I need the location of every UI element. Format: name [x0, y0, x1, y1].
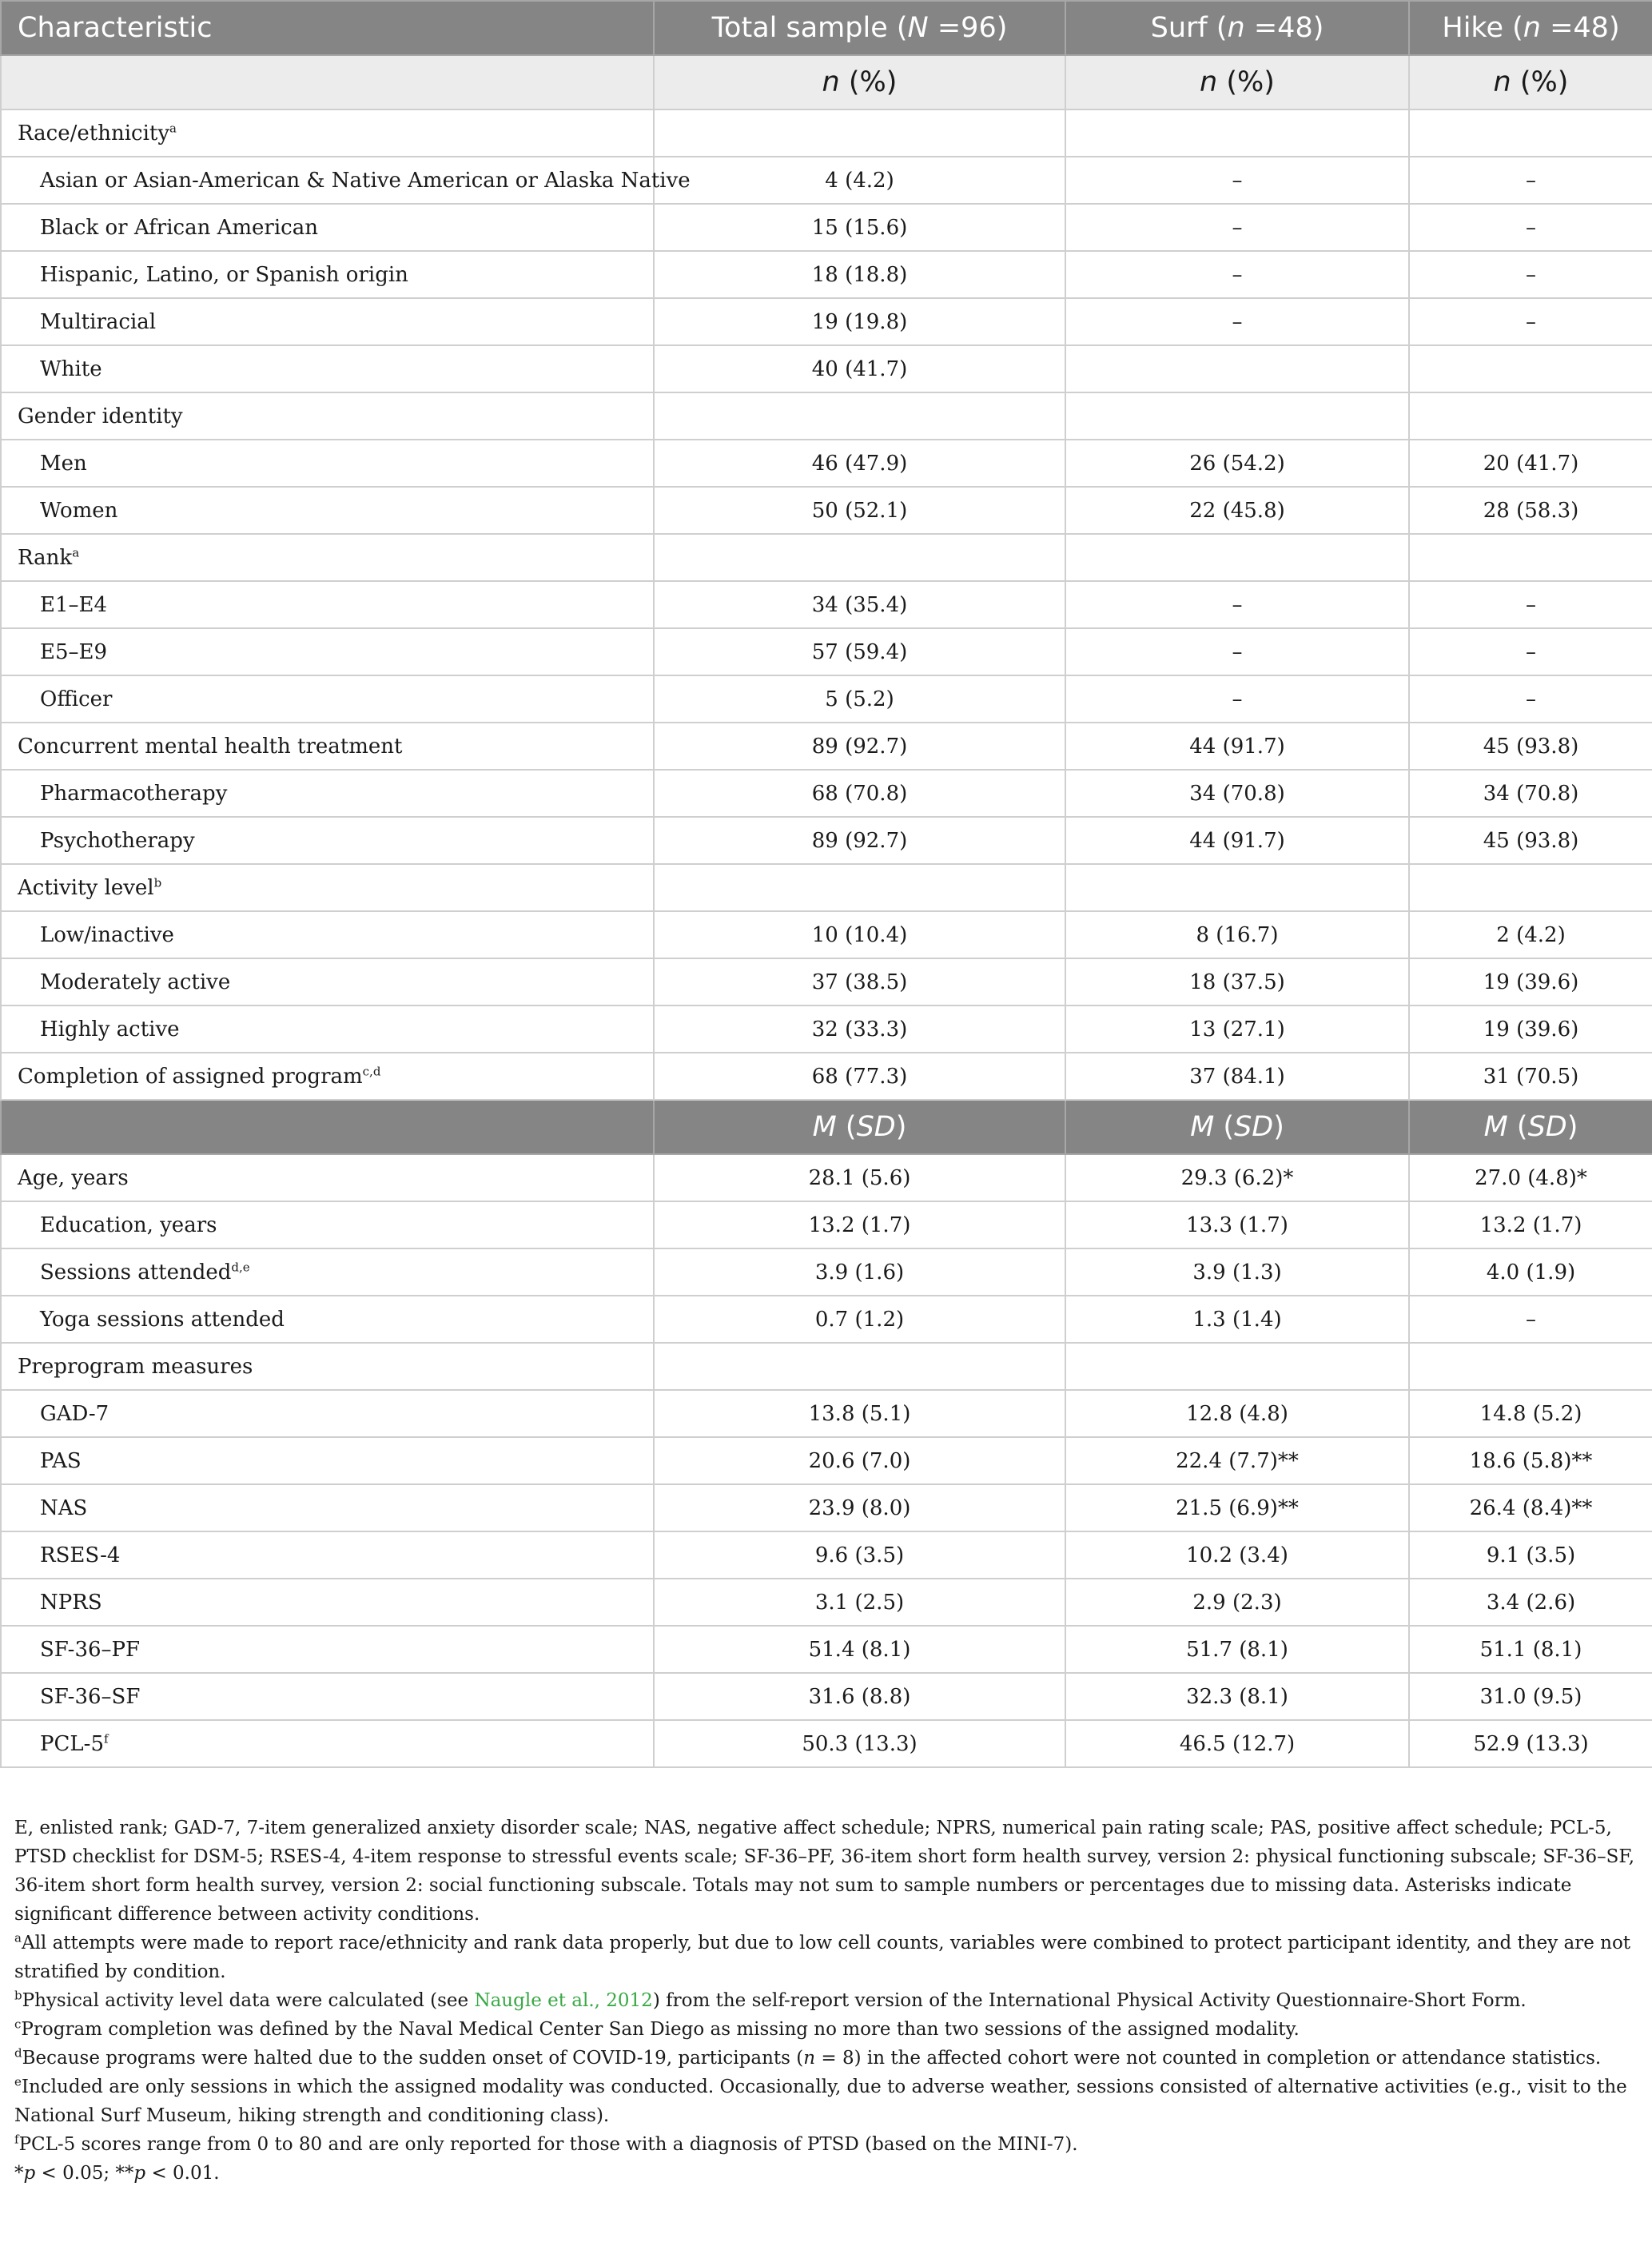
- cell-surf: –: [1065, 675, 1409, 723]
- header-characteristic: Characteristic: [1, 1, 654, 55]
- table-row: [1, 581, 1652, 628]
- subheader-total-n-percent: n (%): [654, 55, 1065, 110]
- cell-total: 28.1 (5.6): [654, 1154, 1065, 1201]
- cell-hike: 9.1 (3.5): [1409, 1531, 1652, 1579]
- row-label: E1–E4: [1, 581, 654, 628]
- cell-total: 31.6 (8.8): [654, 1673, 1065, 1720]
- cell-surf: 26 (54.2): [1065, 440, 1409, 487]
- cell-total: 13.8 (5.1): [654, 1390, 1065, 1437]
- row-label: Highly active: [1, 1006, 654, 1053]
- table-row: [1, 1006, 1652, 1053]
- row-label: Concurrent mental health treatment: [1, 723, 654, 770]
- cell-hike: 28 (58.3): [1409, 487, 1652, 534]
- cell-hike: 27.0 (4.8)*: [1409, 1154, 1652, 1201]
- table-header-row: [1, 1, 1652, 55]
- cell-hike: 19 (39.6): [1409, 1006, 1652, 1053]
- header-surf: Surf (n =48): [1065, 1, 1409, 55]
- cell-total: 51.4 (8.1): [654, 1626, 1065, 1673]
- table-row: [1, 204, 1652, 251]
- cell-total: 3.9 (1.6): [654, 1248, 1065, 1296]
- row-label: GAD-7: [1, 1390, 654, 1437]
- cell-total: 0.7 (1.2): [654, 1296, 1065, 1343]
- cell-hike: 31 (70.5): [1409, 1053, 1652, 1100]
- row-label: PAS: [1, 1437, 654, 1484]
- table-row: [1, 1296, 1652, 1343]
- cell-surf: 29.3 (6.2)*: [1065, 1154, 1409, 1201]
- table-row: [1, 628, 1652, 675]
- cell-total: 46 (47.9): [654, 440, 1065, 487]
- subheader-hike-mean-sd: M (SD): [1409, 1100, 1652, 1154]
- footnote-c: $^c$Program completion was defined by the Naval Medical Center San Diego as missing no more than two sessions of the assigned modality.: [14, 2017, 1300, 2040]
- cell-surf: 46.5 (12.7): [1065, 1720, 1409, 1767]
- row-label: NPRS: [1, 1579, 654, 1626]
- cell-hike: [1409, 110, 1652, 157]
- cell-hike: [1409, 864, 1652, 911]
- cell-total: 50.3 (13.3): [654, 1720, 1065, 1767]
- cell-hike: [1409, 392, 1652, 440]
- footnote-significance: *p < 0.05; **p < 0.01.: [14, 2163, 220, 2184]
- cell-total: 32 (33.3): [654, 1006, 1065, 1053]
- cell-hike: [1409, 1343, 1652, 1390]
- cell-surf: 44 (91.7): [1065, 817, 1409, 864]
- footnote-f: $^f$PCL-5 scores range from 0 to 80 and are only reported for those with a diagnosis of PTSD (based on the MINI-7).: [14, 2132, 1078, 2155]
- subheader-empty-cell: [1, 1100, 654, 1154]
- row-label: Race/ethnicity$^a$: [1, 110, 654, 157]
- cell-hike: 52.9 (13.3): [1409, 1720, 1652, 1767]
- header-total-sample: Total sample (N =96): [654, 1, 1065, 55]
- row-label: Preprogram measures: [1, 1343, 654, 1390]
- cell-total: 5 (5.2): [654, 675, 1065, 723]
- row-label: Hispanic, Latino, or Spanish origin: [1, 251, 654, 298]
- row-label: Rank$^a$: [1, 534, 654, 581]
- table-row: [1, 157, 1652, 204]
- cell-hike: 20 (41.7): [1409, 440, 1652, 487]
- cell-total: 20.6 (7.0): [654, 1437, 1065, 1484]
- row-label: NAS: [1, 1484, 654, 1531]
- cell-hike: 45 (93.8): [1409, 723, 1652, 770]
- row-label: RSES-4: [1, 1531, 654, 1579]
- cell-surf: [1065, 110, 1409, 157]
- header-hike: Hike (n =48): [1409, 1, 1652, 55]
- row-label: Officer: [1, 675, 654, 723]
- cell-surf: –: [1065, 204, 1409, 251]
- table-row: [1, 1484, 1652, 1531]
- cell-total: [654, 1343, 1065, 1390]
- table-row: [1, 911, 1652, 958]
- row-label: Psychotherapy: [1, 817, 654, 864]
- table-row: [1, 1053, 1652, 1100]
- row-label: Men: [1, 440, 654, 487]
- row-label: Activity level$^b$: [1, 864, 654, 911]
- table-row: [1, 298, 1652, 345]
- table-row: [1, 110, 1652, 157]
- cell-total: [654, 392, 1065, 440]
- cell-hike: 51.1 (8.1): [1409, 1626, 1652, 1673]
- footnote-a: $^a$All attempts were made to report race/ethnicity and rank data properly, but due to low cell counts, variables were combined to protect participant identity, and they are not stratified by condition.: [14, 1930, 1631, 1982]
- cell-total: 68 (77.3): [654, 1053, 1065, 1100]
- cell-surf: [1065, 534, 1409, 581]
- cell-surf: 22.4 (7.7)**: [1065, 1437, 1409, 1484]
- cell-hike: –: [1409, 157, 1652, 204]
- cell-surf: 32.3 (8.1): [1065, 1673, 1409, 1720]
- cell-total: 34 (35.4): [654, 581, 1065, 628]
- table-row: [1, 817, 1652, 864]
- subheader-total-mean-sd: M (SD): [654, 1100, 1065, 1154]
- cell-hike: 19 (39.6): [1409, 958, 1652, 1006]
- cell-total: 89 (92.7): [654, 723, 1065, 770]
- row-label: E5–E9: [1, 628, 654, 675]
- footnote-d: $^d$Because programs were halted due to the sudden onset of COVID-19, participants (n = 8) in the affected cohort were not counted in completion or attendance statistics.: [14, 2045, 1602, 2069]
- cell-hike: –: [1409, 204, 1652, 251]
- table-row: [1, 1248, 1652, 1296]
- cell-hike: 26.4 (8.4)**: [1409, 1484, 1652, 1531]
- cell-surf: 10.2 (3.4): [1065, 1531, 1409, 1579]
- cell-total: 19 (19.8): [654, 298, 1065, 345]
- subheader-hike-n-percent: n (%): [1409, 55, 1652, 110]
- cell-surf: 2.9 (2.3): [1065, 1579, 1409, 1626]
- cell-total: 57 (59.4): [654, 628, 1065, 675]
- cell-total: 4 (4.2): [654, 157, 1065, 204]
- cell-total: 10 (10.4): [654, 911, 1065, 958]
- cell-surf: [1065, 392, 1409, 440]
- cell-hike: 31.0 (9.5): [1409, 1673, 1652, 1720]
- table-row: [1, 345, 1652, 392]
- cell-hike: 34 (70.8): [1409, 770, 1652, 817]
- table-row: [1, 487, 1652, 534]
- cell-total: [654, 110, 1065, 157]
- cell-surf: 3.9 (1.3): [1065, 1248, 1409, 1296]
- table-footnotes: [0, 1814, 1652, 2188]
- cell-hike: 13.2 (1.7): [1409, 1201, 1652, 1248]
- cell-hike: 14.8 (5.2): [1409, 1390, 1652, 1437]
- row-label: Multiracial: [1, 298, 654, 345]
- table-row: [1, 1201, 1652, 1248]
- subheader-empty-cell: [1, 55, 654, 110]
- table-row: [1, 1626, 1652, 1673]
- citation-link[interactable]: Naugle et al., 2012: [474, 1990, 653, 2011]
- cell-surf: 8 (16.7): [1065, 911, 1409, 958]
- row-label: PCL-5$^f$: [1, 1720, 654, 1767]
- subheader-surf-mean-sd: M (SD): [1065, 1100, 1409, 1154]
- cell-hike: –: [1409, 675, 1652, 723]
- row-label: Yoga sessions attended: [1, 1296, 654, 1343]
- table-row: [1, 251, 1652, 298]
- table-row: [1, 1673, 1652, 1720]
- cell-surf: 13.3 (1.7): [1065, 1201, 1409, 1248]
- cell-total: [654, 864, 1065, 911]
- cell-surf: [1065, 345, 1409, 392]
- cell-surf: –: [1065, 251, 1409, 298]
- cell-total: 3.1 (2.5): [654, 1579, 1065, 1626]
- cell-total: 40 (41.7): [654, 345, 1065, 392]
- row-label: Moderately active: [1, 958, 654, 1006]
- row-label: White: [1, 345, 654, 392]
- cell-surf: 37 (84.1): [1065, 1053, 1409, 1100]
- cell-hike: 18.6 (5.8)**: [1409, 1437, 1652, 1484]
- table-row: [1, 864, 1652, 911]
- table-row: [1, 723, 1652, 770]
- row-label: Age, years: [1, 1154, 654, 1201]
- table-row: [1, 392, 1652, 440]
- table-row: [1, 1720, 1652, 1767]
- cell-hike: –: [1409, 581, 1652, 628]
- footnote-b: $^b$Physical activity level data were calculated (see Naugle et al., 2012) from the self-report version of the International Physical Activity Questionnaire-Short Form.: [14, 1988, 1527, 2011]
- cell-total: 23.9 (8.0): [654, 1484, 1065, 1531]
- cell-total: 9.6 (3.5): [654, 1531, 1065, 1579]
- row-label: Completion of assigned program$^{c,d}$: [1, 1053, 654, 1100]
- subheader-mean-sd-row: [1, 1100, 1652, 1154]
- row-label: Asian or Asian-American & Native American or Alaska Native: [1, 157, 654, 204]
- cell-surf: [1065, 864, 1409, 911]
- cell-total: 15 (15.6): [654, 204, 1065, 251]
- row-label: SF-36–SF: [1, 1673, 654, 1720]
- table-row: [1, 675, 1652, 723]
- row-label: Women: [1, 487, 654, 534]
- cell-surf: 34 (70.8): [1065, 770, 1409, 817]
- subheader-surf-n-percent: n (%): [1065, 55, 1409, 110]
- cell-total: 18 (18.8): [654, 251, 1065, 298]
- cell-hike: 4.0 (1.9): [1409, 1248, 1652, 1296]
- cell-hike: –: [1409, 628, 1652, 675]
- cell-hike: –: [1409, 1296, 1652, 1343]
- table-row: [1, 958, 1652, 1006]
- row-label: Sessions attended$^{d,e}$: [1, 1248, 654, 1296]
- footnote-e: $^e$Included are only sessions in which the assigned modality was conducted. Occasionally, due to adverse weather, sessions consisted of alternative activities (e.g., visit to the National Surf Museum, hiking strength and conditioning class).: [14, 2074, 1627, 2126]
- cell-hike: 3.4 (2.6): [1409, 1579, 1652, 1626]
- cell-total: 13.2 (1.7): [654, 1201, 1065, 1248]
- cell-hike: [1409, 534, 1652, 581]
- table-row: [1, 1531, 1652, 1579]
- cell-hike: –: [1409, 298, 1652, 345]
- cell-surf: –: [1065, 628, 1409, 675]
- table-row: [1, 1390, 1652, 1437]
- cell-surf: 21.5 (6.9)**: [1065, 1484, 1409, 1531]
- row-label: Gender identity: [1, 392, 654, 440]
- cell-surf: 18 (37.5): [1065, 958, 1409, 1006]
- cell-total: 50 (52.1): [654, 487, 1065, 534]
- cell-hike: –: [1409, 251, 1652, 298]
- cell-surf: 22 (45.8): [1065, 487, 1409, 534]
- cell-surf: [1065, 1343, 1409, 1390]
- table-row: [1, 1437, 1652, 1484]
- cell-surf: 44 (91.7): [1065, 723, 1409, 770]
- cell-hike: 45 (93.8): [1409, 817, 1652, 864]
- cell-surf: 13 (27.1): [1065, 1006, 1409, 1053]
- table-row: [1, 1579, 1652, 1626]
- cell-total: 89 (92.7): [654, 817, 1065, 864]
- cell-surf: 12.8 (4.8): [1065, 1390, 1409, 1437]
- cell-surf: –: [1065, 581, 1409, 628]
- footnote-abbreviations: E, enlisted rank; GAD-7, 7-item generalized anxiety disorder scale; NAS, negative affect schedule; NPRS, numerical pain rating scale; PAS, positive affect schedule; PCL-5, PTSD checklist for DSM-5; RSES-4, 4-item response to stressful events scale; SF-36–PF, 36-item short form health survey, version 2: physical functioning subscale; SF-36–SF, 36-item short form health survey, version 2: social functioning subscale. Totals may not sum to sample numbers or percentages due to missing data. Asterisks indicate significant difference between activity conditions.: [14, 1818, 1635, 1925]
- row-label: Education, years: [1, 1201, 654, 1248]
- row-label: Black or African American: [1, 204, 654, 251]
- cell-total: [654, 534, 1065, 581]
- table-row: [1, 770, 1652, 817]
- cell-total: 37 (38.5): [654, 958, 1065, 1006]
- cell-surf: –: [1065, 157, 1409, 204]
- cell-surf: –: [1065, 298, 1409, 345]
- table-row: [1, 1154, 1652, 1201]
- table-row: [1, 1343, 1652, 1390]
- cell-hike: 2 (4.2): [1409, 911, 1652, 958]
- table-row: [1, 534, 1652, 581]
- cell-hike: [1409, 345, 1652, 392]
- row-label: SF-36–PF: [1, 1626, 654, 1673]
- table-row: [1, 440, 1652, 487]
- row-label: Pharmacotherapy: [1, 770, 654, 817]
- cell-surf: 51.7 (8.1): [1065, 1626, 1409, 1673]
- cell-surf: 1.3 (1.4): [1065, 1296, 1409, 1343]
- subheader-n-percent-row: [1, 55, 1652, 110]
- row-label: Low/inactive: [1, 911, 654, 958]
- cell-total: 68 (70.8): [654, 770, 1065, 817]
